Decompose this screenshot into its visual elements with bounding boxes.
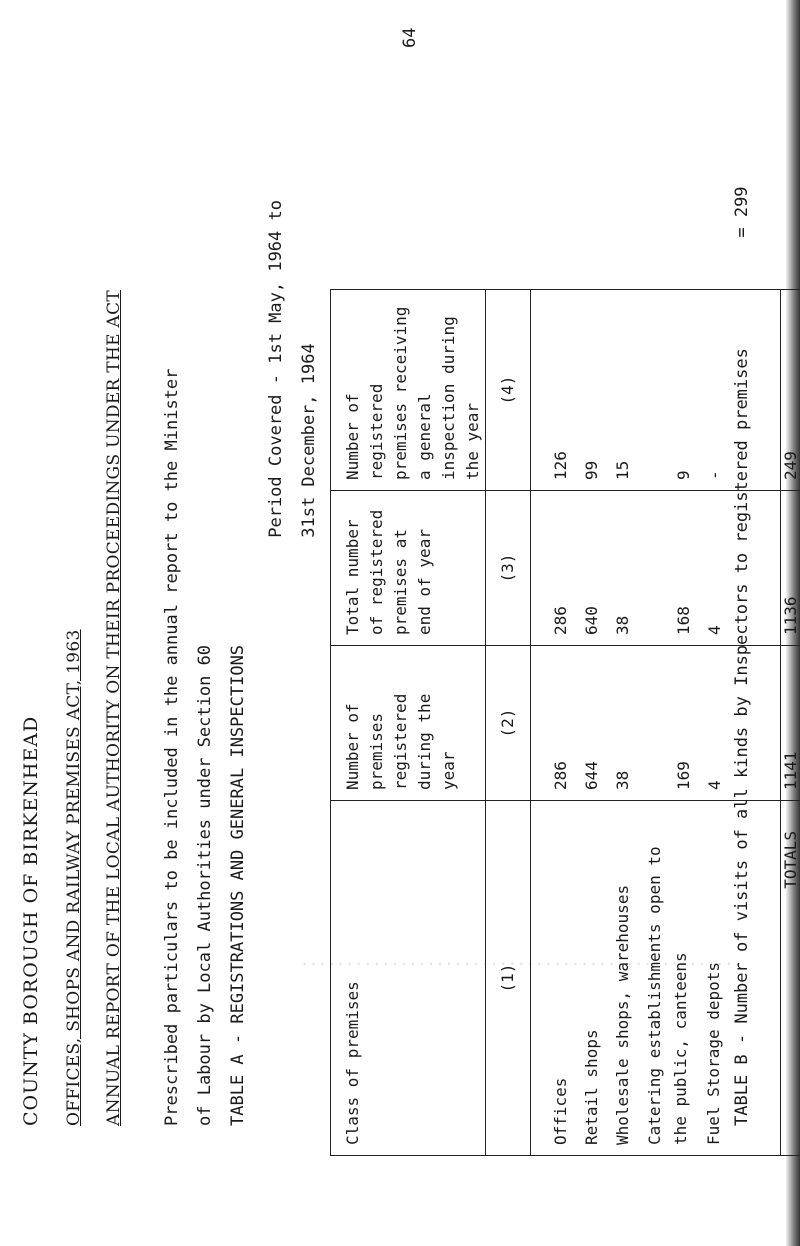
cell-value: 38 — [613, 770, 632, 790]
totals-label: TOTALS — [781, 801, 800, 1156]
header-class: Class of premises — [331, 801, 486, 1156]
table-row: Fuel Storage depots — [704, 961, 723, 1145]
table-header-row — [331, 290, 486, 1156]
cell-value: 126 — [551, 451, 570, 480]
totals-inspected: 249 — [781, 290, 800, 491]
intro-line-2: of Labour by Local Authorities under Section 60 — [195, 644, 215, 1126]
column-number-row — [486, 290, 531, 1156]
cell-value: - — [705, 470, 724, 480]
table-row: Offices — [551, 1077, 570, 1145]
period-line-1: Period Covered - 1st May, 1964 to — [266, 200, 286, 538]
table-b-text: TABLE B - Number of visits of all kinds by Inspectors to registered premises — [732, 348, 752, 1126]
cell-value: 4 — [705, 625, 724, 635]
act-title: OFFICES, SHOPS AND RAILWAY PREMISES ACT, 1963 — [64, 629, 84, 1126]
cell-value: 169 — [674, 761, 693, 790]
cell-value: 644 — [582, 761, 601, 790]
table-row: Wholesale shops, warehouses — [613, 884, 632, 1145]
cell-value: 4 — [705, 780, 724, 790]
column-number: (1) — [486, 801, 531, 1156]
totals-row — [781, 290, 800, 1156]
column-number: (3) — [486, 491, 531, 646]
cell-value: 286 — [551, 606, 570, 635]
show-through-text: ................................................ — [300, 951, 734, 969]
catering-class: Catering establishments open to the public, canteens — [645, 846, 690, 1145]
cell-value: 99 — [582, 460, 601, 480]
cell-value: 9 — [674, 470, 693, 480]
table-row: Retail shops — [582, 1029, 601, 1145]
column-number: (4) — [486, 290, 531, 491]
period-covered — [260, 200, 326, 538]
report-title: ANNUAL REPORT OF THE LOCAL AUTHORITY ON THEIR PROCEEDINGS UNDER THE ACT — [104, 289, 124, 1126]
page-number: 64 — [400, 27, 420, 48]
table-a-title: TABLE A - REGISTRATIONS AND GENERAL INSPECTIONS — [228, 644, 248, 1126]
header-total: Total number of registered premises at end of year — [331, 491, 486, 646]
totals-registered: 1141 — [781, 646, 800, 801]
period-line-2: 31st December, 1964 — [299, 343, 319, 538]
cell-value: 286 — [551, 761, 570, 790]
cell-value: 38 — [613, 615, 632, 635]
cell-value: 15 — [613, 460, 632, 480]
intro-paragraph — [156, 369, 222, 1126]
header-inspected: Number of registered premises receiving a general inspection during the year — [331, 290, 486, 491]
intro-line-1: Prescribed particulars to be included in the annual report to the Minister — [162, 368, 182, 1126]
borough-title: COUNTY BOROUGH OF BIRKENHEAD — [20, 715, 42, 1126]
cell-value: 168 — [674, 606, 693, 635]
cell-value: 640 — [582, 606, 601, 635]
table-row — [642, 815, 694, 1145]
column-number: (2) — [486, 646, 531, 801]
table-a — [330, 289, 800, 1156]
table-b-value: = 299 — [732, 186, 752, 238]
totals-total: 1136 — [781, 491, 800, 646]
header-registered: Number of premises registered during the year — [331, 646, 486, 801]
table-b-line — [732, 186, 752, 1126]
